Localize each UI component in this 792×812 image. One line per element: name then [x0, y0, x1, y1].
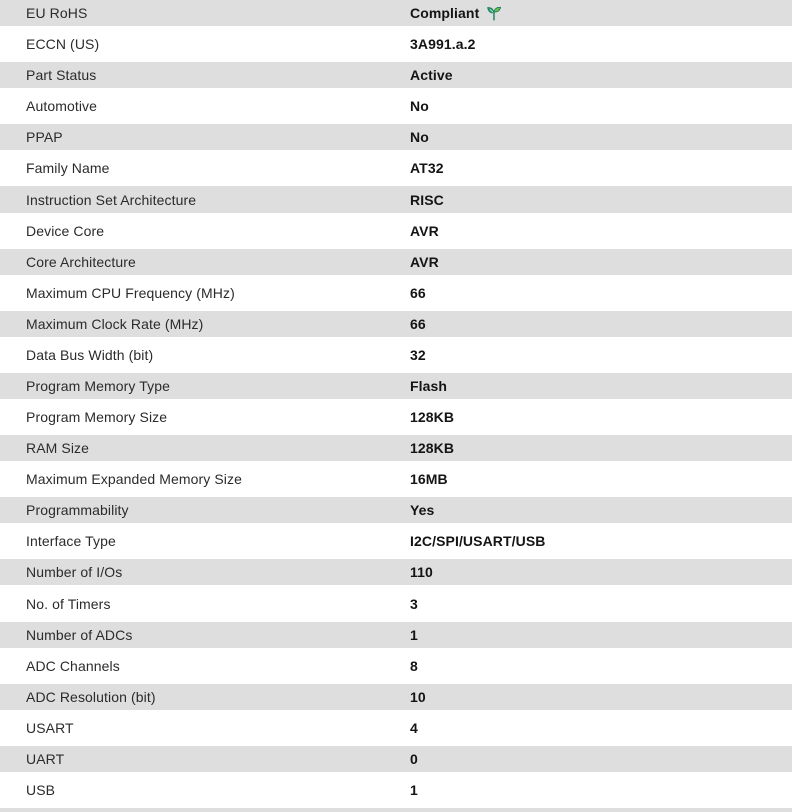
table-row [0, 559, 792, 590]
spec-label: USART [26, 719, 74, 736]
spec-value [410, 67, 792, 83]
table-row [0, 186, 792, 217]
spec-value-text: 128KB [410, 409, 455, 426]
table-row [0, 684, 792, 715]
spec-value-text: 3A991.a.2 [410, 36, 476, 53]
spec-value-text: 66 [410, 315, 426, 332]
spec-value-text: RISC [410, 191, 444, 208]
spec-value [410, 409, 792, 425]
table-row [0, 218, 792, 249]
spec-value [410, 98, 792, 114]
spec-value [410, 192, 792, 208]
spec-value-text: Active [410, 67, 453, 84]
spec-value [410, 5, 792, 21]
table-row [0, 715, 792, 746]
table-row [0, 404, 792, 435]
table-row [0, 435, 792, 466]
spec-value [410, 378, 792, 394]
spec-value-text: AVR [410, 253, 439, 270]
spec-value [410, 440, 792, 456]
spec-value [410, 533, 792, 549]
table-row [0, 62, 792, 93]
spec-value-text: 10 [410, 688, 426, 705]
rohs-leaf-icon[interactable] [486, 6, 502, 21]
table-row [0, 93, 792, 124]
spec-value-text: 8 [410, 657, 418, 674]
spec-value-text: 0 [410, 750, 418, 767]
spec-value-text: 1 [410, 626, 418, 643]
spec-label: UART [26, 750, 65, 767]
spec-label: Interface Type [26, 533, 116, 550]
spec-value-text: AVR [410, 222, 439, 239]
table-row [0, 777, 792, 808]
spec-label: ECCN (US) [26, 36, 100, 53]
spec-value [410, 471, 792, 487]
spec-label: Family Name [26, 160, 110, 177]
table-row [0, 124, 792, 155]
table-row-partial [0, 808, 792, 812]
table-row [0, 466, 792, 497]
spec-value [410, 502, 792, 518]
spec-label: Number of I/Os [26, 564, 123, 581]
spec-label: Part Status [26, 67, 97, 84]
spec-value [410, 223, 792, 239]
table-row [0, 31, 792, 62]
spec-value-text: 3 [410, 595, 418, 612]
spec-label: RAM Size [26, 440, 90, 457]
table-row [0, 311, 792, 342]
spec-label: Programmability [26, 502, 129, 519]
spec-value-text: 66 [410, 284, 426, 301]
spec-value-text: 1 [410, 781, 418, 798]
spec-label: No. of Timers [26, 595, 111, 612]
spec-label: Instruction Set Architecture [26, 191, 197, 208]
table-row [0, 528, 792, 559]
spec-value [410, 782, 792, 798]
spec-label: ADC Resolution (bit) [26, 688, 156, 705]
spec-label: Automotive [26, 98, 98, 115]
table-row [0, 590, 792, 621]
spec-value-text: Compliant [410, 5, 480, 22]
spec-value [410, 285, 792, 301]
spec-value [410, 596, 792, 612]
spec-label: EU RoHS [26, 5, 88, 22]
spec-value [410, 129, 792, 145]
table-row [0, 342, 792, 373]
spec-label: PPAP [26, 129, 63, 146]
spec-label: Number of ADCs [26, 626, 133, 643]
spec-value-text: 110 [410, 564, 433, 581]
table-row [0, 746, 792, 777]
spec-label: Core Architecture [26, 253, 136, 270]
table-row [0, 622, 792, 653]
spec-value [410, 160, 792, 176]
table-row [0, 497, 792, 528]
table-row [0, 0, 792, 31]
spec-value-text: 128KB [410, 440, 455, 457]
spec-value [410, 347, 792, 363]
spec-value-text: 16MB [410, 471, 448, 488]
spec-label: Maximum Expanded Memory Size [26, 471, 242, 488]
spec-value-text: Flash [410, 377, 448, 394]
spec-label: Device Core [26, 222, 105, 239]
spec-value [410, 689, 792, 705]
spec-value-text: 4 [410, 719, 418, 736]
spec-label: Data Bus Width (bit) [26, 346, 154, 363]
spec-value [410, 751, 792, 767]
spec-label: Program Memory Size [26, 409, 168, 426]
spec-value [410, 254, 792, 270]
table-row [0, 155, 792, 186]
spec-value [410, 564, 792, 580]
spec-value-text: No [410, 129, 429, 146]
spec-value-text: No [410, 98, 429, 115]
spec-value [410, 720, 792, 736]
spec-value [410, 36, 792, 52]
spec-label: Program Memory Type [26, 377, 171, 394]
spec-value [410, 316, 792, 332]
spec-label: Maximum Clock Rate (MHz) [26, 315, 204, 332]
spec-value-text: Yes [410, 502, 435, 519]
spec-value-text: AT32 [410, 160, 444, 177]
spec-label: USB [26, 781, 56, 798]
spec-value-text: I2C/SPI/USART/USB [410, 533, 546, 550]
spec-label: ADC Channels [26, 657, 120, 674]
table-row [0, 373, 792, 404]
spec-value [410, 658, 792, 674]
spec-value [410, 627, 792, 643]
table-row [0, 653, 792, 684]
table-row [0, 249, 792, 280]
spec-value-text: 32 [410, 346, 426, 363]
table-row [0, 280, 792, 311]
spec-label: Maximum CPU Frequency (MHz) [26, 284, 235, 301]
